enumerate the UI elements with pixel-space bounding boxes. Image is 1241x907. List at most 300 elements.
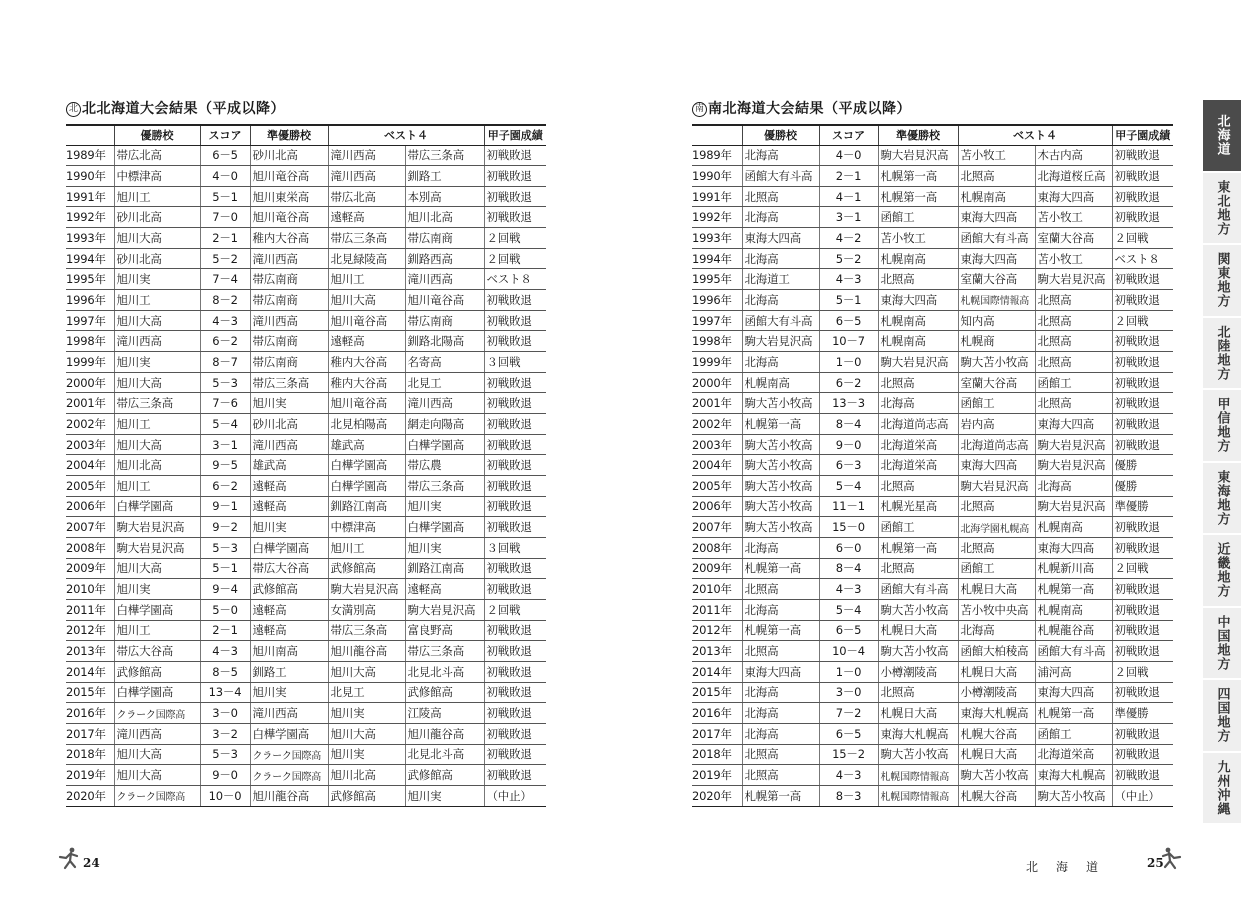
table-cell: ２回戦 xyxy=(484,248,546,269)
table-cell: 1997年 xyxy=(66,310,114,331)
table-row xyxy=(692,558,1173,579)
table-cell: 4－3 xyxy=(819,269,878,290)
table-cell: 初戦敗退 xyxy=(484,517,546,538)
table-cell: 武修館高 xyxy=(114,661,200,682)
table-cell: 武修館高 xyxy=(405,682,484,703)
table-cell: 駒大岩見沢高 xyxy=(405,599,484,620)
table-cell: 遠軽高 xyxy=(328,207,405,228)
table-cell: 5－2 xyxy=(200,248,250,269)
table-row xyxy=(692,414,1173,435)
table-cell: 4－1 xyxy=(819,186,878,207)
region-tab[interactable]: 関東地方 xyxy=(1203,245,1241,318)
table-cell: 北海道栄高 xyxy=(878,434,958,455)
table-cell: 駒大苫小牧高 xyxy=(742,455,819,476)
table-cell: 遠軽高 xyxy=(250,496,328,517)
table-cell: 苫小牧工 xyxy=(1035,248,1112,269)
column-header: ベスト４ xyxy=(328,125,484,145)
table-cell: 2009年 xyxy=(66,558,114,579)
table-cell: 旭川竜谷高 xyxy=(328,310,405,331)
table-cell: 4－3 xyxy=(819,579,878,600)
table-cell: 帯広三条高 xyxy=(114,393,200,414)
table-cell: 初戦敗退 xyxy=(484,723,546,744)
table-cell: 初戦敗退 xyxy=(484,661,546,682)
table-cell: 砂川北高 xyxy=(114,248,200,269)
table-cell: 知内高 xyxy=(958,310,1035,331)
table-cell: 北海高 xyxy=(1035,476,1112,497)
table-cell: 旭川実 xyxy=(328,744,405,765)
table-cell: 初戦敗退 xyxy=(484,455,546,476)
table-cell: 駒大苫小牧高 xyxy=(742,496,819,517)
table-cell: 初戦敗退 xyxy=(484,496,546,517)
table-cell: クラーク国際高 xyxy=(114,785,200,806)
table-cell: 北照高 xyxy=(878,682,958,703)
runner-icon xyxy=(58,846,80,870)
table-cell: 北照高 xyxy=(958,166,1035,187)
table-cell: 初戦敗退 xyxy=(484,145,546,166)
table-cell: （中止） xyxy=(484,785,546,806)
table-cell: 2015年 xyxy=(66,682,114,703)
right-panel xyxy=(692,98,1173,807)
table-cell: 初戦敗退 xyxy=(484,703,546,724)
table-cell: 東海大四高 xyxy=(1035,414,1112,435)
table-cell: 北照高 xyxy=(742,641,819,662)
column-header: 優勝校 xyxy=(114,125,200,145)
table-cell: 函館大有斗高 xyxy=(742,166,819,187)
table-cell: 2017年 xyxy=(692,723,742,744)
table-cell: 北照高 xyxy=(1035,352,1112,373)
left-table-title xyxy=(66,98,546,120)
table-cell: 札幌南高 xyxy=(1035,517,1112,538)
runner-icon xyxy=(1160,846,1182,870)
table-cell: 2016年 xyxy=(692,703,742,724)
table-cell: 駒大岩見沢高 xyxy=(742,331,819,352)
table-cell: 2016年 xyxy=(66,703,114,724)
table-cell: ベスト８ xyxy=(484,269,546,290)
table-cell: 雄武高 xyxy=(250,455,328,476)
table-cell: 5－3 xyxy=(200,537,250,558)
table-cell: 釧路江南高 xyxy=(328,496,405,517)
table-cell: 初戦敗退 xyxy=(1112,331,1173,352)
table-cell: 遠軽高 xyxy=(328,331,405,352)
table-cell: 北海高 xyxy=(742,207,819,228)
table-cell: 北海高 xyxy=(742,352,819,373)
table-row xyxy=(692,145,1173,166)
table-cell: 北照高 xyxy=(878,558,958,579)
table-cell: 1998年 xyxy=(66,331,114,352)
table-cell: 初戦敗退 xyxy=(1112,145,1173,166)
table-cell: 北海高 xyxy=(742,723,819,744)
table-cell: 北照高 xyxy=(878,372,958,393)
region-tab[interactable]: 東海地方 xyxy=(1203,463,1241,536)
table-cell: 2020年 xyxy=(692,785,742,806)
region-tab[interactable]: 東北地方 xyxy=(1203,173,1241,246)
table-cell: 1993年 xyxy=(66,228,114,249)
table-row xyxy=(692,352,1173,373)
table-cell: 初戦敗退 xyxy=(1112,186,1173,207)
table-row xyxy=(692,331,1173,352)
region-tab[interactable]: 北海道 xyxy=(1203,100,1241,173)
table-cell: 札幌第一高 xyxy=(878,186,958,207)
table-cell: 旭川龍谷高 xyxy=(405,723,484,744)
table-row xyxy=(692,393,1173,414)
table-cell: 初戦敗退 xyxy=(1112,682,1173,703)
table-row xyxy=(66,186,546,207)
table-cell: 2014年 xyxy=(692,661,742,682)
region-tab[interactable]: 近畿地方 xyxy=(1203,535,1241,608)
table-row xyxy=(692,372,1173,393)
table-cell: 旭川工 xyxy=(114,620,200,641)
table-cell: 東海大札幌高 xyxy=(1035,765,1112,786)
table-cell: 北海高 xyxy=(958,620,1035,641)
table-row xyxy=(692,682,1173,703)
table-cell: 駒大岩見沢高 xyxy=(958,476,1035,497)
table-cell: 東海大四高 xyxy=(1035,186,1112,207)
table-cell: 中標津高 xyxy=(114,166,200,187)
table-cell: 初戦敗退 xyxy=(484,744,546,765)
table-cell: 北照高 xyxy=(742,579,819,600)
table-cell: 2014年 xyxy=(66,661,114,682)
table-cell: 本別高 xyxy=(405,186,484,207)
table-row xyxy=(692,579,1173,600)
table-cell: 名寄高 xyxy=(405,352,484,373)
table-cell: 3－2 xyxy=(200,723,250,744)
table-row xyxy=(66,723,546,744)
table-cell: 4－3 xyxy=(200,310,250,331)
table-cell: 滝川西高 xyxy=(114,331,200,352)
table-cell: 駒大苫小牧高 xyxy=(958,352,1035,373)
table-cell: 札幌第一高 xyxy=(878,537,958,558)
region-tab[interactable]: 北陸地方 xyxy=(1203,318,1241,391)
table-cell: 富良野高 xyxy=(405,620,484,641)
table-cell: 2001年 xyxy=(66,393,114,414)
table-cell: 滝川西高 xyxy=(114,723,200,744)
table-row xyxy=(692,517,1173,538)
table-cell: 2005年 xyxy=(66,476,114,497)
table-cell: 5－1 xyxy=(200,186,250,207)
table-cell: 北照高 xyxy=(742,186,819,207)
table-cell: 函館大柏稜高 xyxy=(958,641,1035,662)
table-cell: 帯広南商 xyxy=(405,310,484,331)
table-cell: 7－4 xyxy=(200,269,250,290)
table-cell: 駒大苫小牧高 xyxy=(958,765,1035,786)
table-cell: ２回戦 xyxy=(484,599,546,620)
table-cell: 1－0 xyxy=(819,352,878,373)
table-cell: ２回戦 xyxy=(484,228,546,249)
table-cell: 9－0 xyxy=(200,765,250,786)
table-cell: 1995年 xyxy=(692,269,742,290)
table-cell: 北海学園札幌高 xyxy=(958,517,1035,538)
table-cell: 白樺学園高 xyxy=(328,476,405,497)
table-cell: 初戦敗退 xyxy=(1112,352,1173,373)
table-cell: 駒大苫小牧高 xyxy=(1035,785,1112,806)
table-cell: 旭川大高 xyxy=(114,228,200,249)
region-tab[interactable]: 四国地方 xyxy=(1203,680,1241,753)
table-cell: 網走向陽高 xyxy=(405,414,484,435)
table-cell: 優勝 xyxy=(1112,476,1173,497)
table-cell: 苫小牧工 xyxy=(958,145,1035,166)
column-header: スコア xyxy=(200,125,250,145)
table-cell: 旭川竜谷高 xyxy=(250,207,328,228)
table-cell: 準優勝 xyxy=(1112,496,1173,517)
table-cell: 1993年 xyxy=(692,228,742,249)
table-row xyxy=(66,620,546,641)
table-cell: 駒大岩見沢高 xyxy=(114,517,200,538)
table-row xyxy=(66,331,546,352)
table-cell: 旭川大高 xyxy=(328,290,405,311)
column-header: 準優勝校 xyxy=(878,125,958,145)
table-cell: 帯広大谷高 xyxy=(250,558,328,579)
table-cell: 2011年 xyxy=(692,599,742,620)
table-cell: 2010年 xyxy=(66,579,114,600)
table-cell: 釧路工 xyxy=(405,166,484,187)
table-cell: 北海高 xyxy=(742,248,819,269)
table-cell: 初戦敗退 xyxy=(1112,579,1173,600)
table-cell: 北海道栄高 xyxy=(1035,744,1112,765)
table-cell: 札幌大谷高 xyxy=(958,723,1035,744)
table-cell: 東海大四高 xyxy=(742,228,819,249)
table-row xyxy=(692,434,1173,455)
table-cell: 6－5 xyxy=(200,145,250,166)
table-cell: 9－1 xyxy=(200,496,250,517)
table-cell: 10－7 xyxy=(819,331,878,352)
table-cell: 1991年 xyxy=(692,186,742,207)
table-row xyxy=(692,476,1173,497)
table-cell: 旭川竜谷高 xyxy=(328,393,405,414)
left-panel xyxy=(66,98,546,807)
table-cell: 稚内大谷高 xyxy=(250,228,328,249)
table-cell: ３回戦 xyxy=(484,352,546,373)
table-cell: 白樺学園高 xyxy=(405,434,484,455)
table-cell: 旭川北高 xyxy=(114,455,200,476)
table-cell: 岩内高 xyxy=(958,414,1035,435)
table-cell: 白樺学園高 xyxy=(114,599,200,620)
table-cell: 2009年 xyxy=(692,558,742,579)
table-cell: 旭川大高 xyxy=(114,765,200,786)
table-cell: 帯広三条高 xyxy=(405,641,484,662)
table-cell: 2006年 xyxy=(692,496,742,517)
table-cell: 初戦敗退 xyxy=(1112,599,1173,620)
table-cell: 2－1 xyxy=(200,228,250,249)
region-tab[interactable]: 九州沖縄 xyxy=(1203,753,1241,826)
table-cell: 9－4 xyxy=(200,579,250,600)
table-cell: 2005年 xyxy=(692,476,742,497)
table-cell: 旭川実 xyxy=(405,785,484,806)
table-cell: 武修館高 xyxy=(405,765,484,786)
page-number-right: 25 xyxy=(1147,856,1164,870)
table-cell: 帯広南商 xyxy=(405,228,484,249)
table-cell: 9－2 xyxy=(200,517,250,538)
table-cell: 釧路江南高 xyxy=(405,558,484,579)
table-cell: 2019年 xyxy=(692,765,742,786)
table-cell: 旭川実 xyxy=(328,703,405,724)
south-badge: 南 xyxy=(692,102,707,117)
table-cell: 準優勝 xyxy=(1112,703,1173,724)
table-row xyxy=(66,248,546,269)
table-cell: 駒大苫小牧高 xyxy=(742,393,819,414)
table-cell: 砂川北高 xyxy=(250,414,328,435)
table-row xyxy=(66,496,546,517)
region-tab[interactable]: 中国地方 xyxy=(1203,608,1241,681)
table-cell: 小樽潮陵高 xyxy=(958,682,1035,703)
table-cell: 初戦敗退 xyxy=(484,207,546,228)
table-cell: 6－3 xyxy=(819,455,878,476)
table-cell: 北照高 xyxy=(742,744,819,765)
table-cell: 旭川大高 xyxy=(114,558,200,579)
table-row xyxy=(66,537,546,558)
table-row xyxy=(66,414,546,435)
table-cell: 駒大苫小牧高 xyxy=(742,434,819,455)
table-row xyxy=(692,496,1173,517)
table-cell: 2011年 xyxy=(66,599,114,620)
table-cell: 15－2 xyxy=(819,744,878,765)
table-cell: 旭川大高 xyxy=(114,310,200,331)
table-cell: ２回戦 xyxy=(1112,310,1173,331)
table-cell: 初戦敗退 xyxy=(1112,641,1173,662)
table-cell: 5－0 xyxy=(200,599,250,620)
table-cell: 北海道栄高 xyxy=(878,455,958,476)
table-cell: 2013年 xyxy=(692,641,742,662)
table-cell: ２回戦 xyxy=(1112,661,1173,682)
table-cell: 駒大岩見沢高 xyxy=(1035,496,1112,517)
table-cell: 帯広南商 xyxy=(250,331,328,352)
table-cell: 3－1 xyxy=(200,434,250,455)
region-tab[interactable]: 甲信地方 xyxy=(1203,390,1241,463)
table-row xyxy=(66,434,546,455)
table-cell: 1989年 xyxy=(66,145,114,166)
table-cell: 東海大四高 xyxy=(958,248,1035,269)
table-cell: 砂川北高 xyxy=(250,145,328,166)
table-cell: 釧路工 xyxy=(250,661,328,682)
table-cell: 旭川実 xyxy=(250,517,328,538)
right-title-text: 南北海道大会結果（平成以降） xyxy=(708,101,911,117)
table-cell: 札幌第一高 xyxy=(1035,579,1112,600)
table-cell: 旭川大高 xyxy=(114,744,200,765)
table-cell: 旭川工 xyxy=(114,290,200,311)
table-cell: 北見工 xyxy=(405,372,484,393)
table-cell: 8－4 xyxy=(819,558,878,579)
table-cell: 初戦敗退 xyxy=(1112,207,1173,228)
table-cell: 5－2 xyxy=(819,248,878,269)
table-cell: 2020年 xyxy=(66,785,114,806)
table-cell: 帯広南商 xyxy=(250,352,328,373)
table-cell: 白樺学園高 xyxy=(328,455,405,476)
table-cell: 駒大苫小牧高 xyxy=(878,744,958,765)
table-cell: 2013年 xyxy=(66,641,114,662)
table-cell: 5－3 xyxy=(200,744,250,765)
table-cell: 札幌光星高 xyxy=(878,496,958,517)
table-row xyxy=(66,785,546,806)
table-cell: 初戦敗退 xyxy=(484,476,546,497)
table-cell: 北照高 xyxy=(958,496,1035,517)
table-row xyxy=(692,599,1173,620)
table-cell: 遠軽高 xyxy=(405,579,484,600)
table-cell: 2008年 xyxy=(692,537,742,558)
table-cell: 2010年 xyxy=(692,579,742,600)
table-cell: 帯広南商 xyxy=(250,290,328,311)
table-cell: 札幌第一高 xyxy=(742,558,819,579)
table-cell: 旭川北高 xyxy=(328,765,405,786)
table-cell: 1996年 xyxy=(692,290,742,311)
table-cell: 滝川西高 xyxy=(405,393,484,414)
table-cell: 初戦敗退 xyxy=(1112,620,1173,641)
table-row xyxy=(66,765,546,786)
table-row xyxy=(66,207,546,228)
table-cell: 帯広三条高 xyxy=(405,476,484,497)
table-cell: 2004年 xyxy=(66,455,114,476)
table-cell: 白樺学園高 xyxy=(250,723,328,744)
table-cell: 6－2 xyxy=(819,372,878,393)
table-cell: 函館工 xyxy=(1035,723,1112,744)
table-cell: 旭川実 xyxy=(405,537,484,558)
table-cell: 札幌南高 xyxy=(1035,599,1112,620)
table-cell: 初戦敗退 xyxy=(1112,744,1173,765)
table-row xyxy=(66,517,546,538)
table-cell: 2003年 xyxy=(692,434,742,455)
table-cell: 4－3 xyxy=(200,641,250,662)
table-cell: 旭川北高 xyxy=(405,207,484,228)
table-cell: 6－5 xyxy=(819,723,878,744)
table-cell: 2－1 xyxy=(819,166,878,187)
table-cell: 初戦敗退 xyxy=(484,579,546,600)
table-cell: 北海道桜丘高 xyxy=(1035,166,1112,187)
table-cell: 旭川大高 xyxy=(328,661,405,682)
table-cell: 帯広農 xyxy=(405,455,484,476)
table-cell: 10－4 xyxy=(819,641,878,662)
right-table-title xyxy=(692,98,1173,120)
table-cell: 旭川竜谷高 xyxy=(405,290,484,311)
table-cell: 北見北斗高 xyxy=(405,744,484,765)
table-cell: 駒大苫小牧高 xyxy=(878,599,958,620)
table-row xyxy=(692,248,1173,269)
table-cell: 函館工 xyxy=(958,393,1035,414)
table-cell: 旭川実 xyxy=(405,496,484,517)
table-cell: 初戦敗退 xyxy=(1112,434,1173,455)
table-cell: 北海道尚志高 xyxy=(878,414,958,435)
table-cell: 1994年 xyxy=(66,248,114,269)
table-cell: 2017年 xyxy=(66,723,114,744)
table-row xyxy=(66,352,546,373)
table-cell: 北照高 xyxy=(1035,310,1112,331)
table-cell: 旭川龍谷高 xyxy=(328,641,405,662)
table-row xyxy=(66,310,546,331)
table-cell: 帯広三条高 xyxy=(250,372,328,393)
table-row xyxy=(66,682,546,703)
table-cell: 北海高 xyxy=(742,145,819,166)
table-cell: 旭川実 xyxy=(250,682,328,703)
table-cell: 初戦敗退 xyxy=(1112,166,1173,187)
table-row xyxy=(66,269,546,290)
table-cell: 5－1 xyxy=(200,558,250,579)
table-cell: 旭川大高 xyxy=(114,434,200,455)
table-cell: 北照高 xyxy=(878,476,958,497)
column-header: 甲子園成績 xyxy=(1112,125,1173,145)
table-cell: 3－0 xyxy=(819,682,878,703)
table-cell: 札幌新川高 xyxy=(1035,558,1112,579)
table-header-row xyxy=(66,125,546,145)
table-cell: 7－0 xyxy=(200,207,250,228)
table-cell: 初戦敗退 xyxy=(484,682,546,703)
table-cell: クラーク国際高 xyxy=(250,744,328,765)
table-cell: 5－4 xyxy=(819,476,878,497)
table-cell: 遠軽高 xyxy=(250,476,328,497)
table-cell: クラーク国際高 xyxy=(114,703,200,724)
table-cell: 初戦敗退 xyxy=(1112,517,1173,538)
table-cell: 1996年 xyxy=(66,290,114,311)
table-cell: 初戦敗退 xyxy=(1112,393,1173,414)
table-cell: 初戦敗退 xyxy=(484,620,546,641)
table-cell: 13－4 xyxy=(200,682,250,703)
table-cell: 初戦敗退 xyxy=(484,331,546,352)
